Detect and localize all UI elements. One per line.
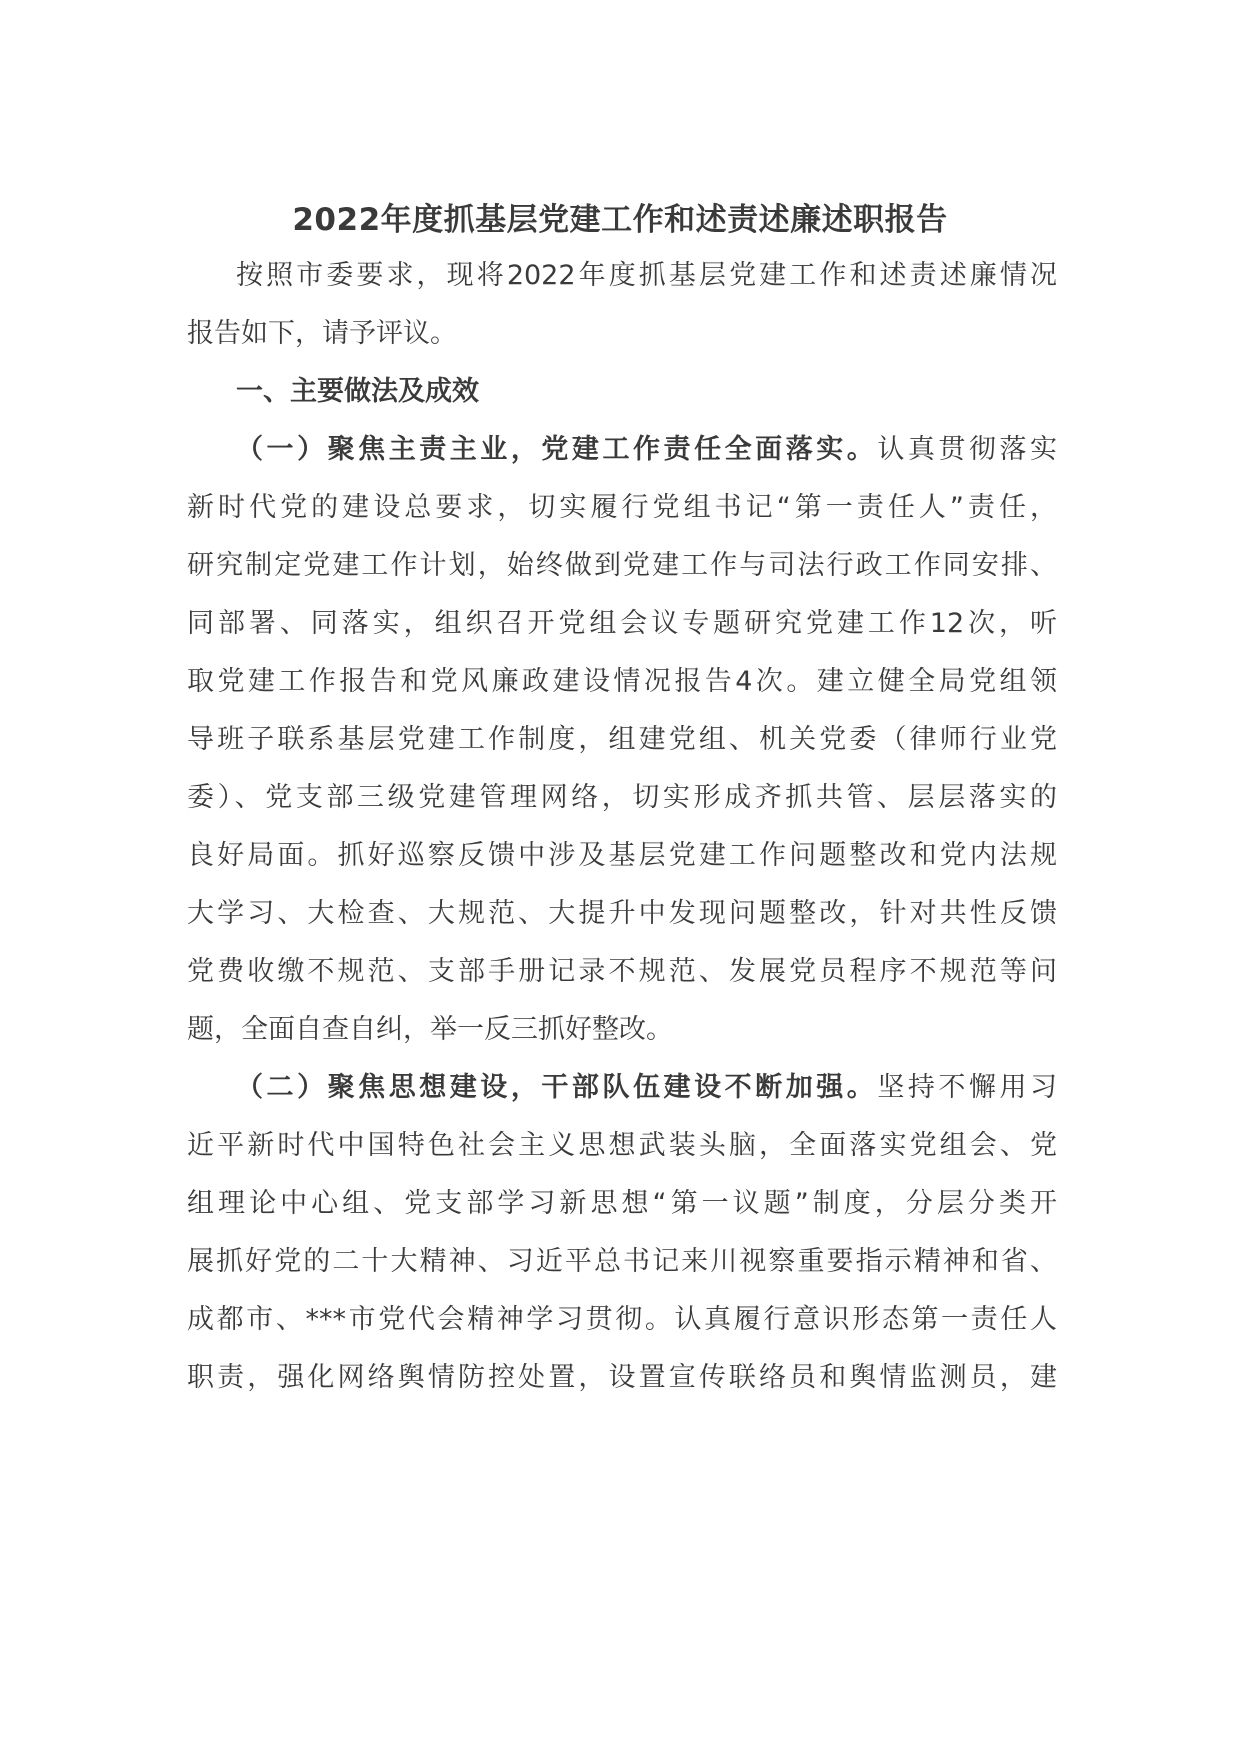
paragraph-line: 展抓好党的二十大精神、习近平总书记来川视察重要指示精神和省、 — [187, 1246, 1057, 1277]
paragraph-line: 研究制定党建工作计划，始终做到党建工作与司法行政工作同安排、 — [187, 550, 1057, 581]
intro-line-2: 报告如下，请予评议。 — [187, 318, 457, 349]
paragraph-line: 大学习、大检查、大规范、大提升中发现问题整改，针对共性反馈 — [187, 898, 1057, 929]
subsection-1-lead: （一）聚焦主责主业，党建工作责任全面落实。 — [236, 434, 878, 465]
paragraph-line: 党费收缴不规范、支部手册记录不规范、发展党员程序不规范等问 — [187, 956, 1057, 987]
intro-line-1: 按照市委要求，现将2022年度抓基层党建工作和述责述廉情况 — [236, 260, 1057, 291]
paragraph-line: 新时代党的建设总要求，切实履行党组书记“第一责任人”责任， — [187, 492, 1057, 523]
subsection-1-line-rest: 认真贯彻落实 — [877, 434, 1058, 465]
paragraph-line: 同部署、同落实，组织召开党组会议专题研究党建工作12次，听 — [187, 608, 1057, 639]
paragraph-line: 良好局面。抓好巡察反馈中涉及基层党建工作问题整改和党内法规 — [187, 840, 1057, 871]
paragraph-line: 取党建工作报告和党风廉政建设情况报告4次。建立健全局党组领 — [187, 666, 1057, 697]
paragraph-line: 成都市、***市党代会精神学习贯彻。认真履行意识形态第一责任人 — [187, 1304, 1057, 1335]
paragraph-line: 组理论中心组、党支部学习新思想“第一议题”制度，分层分类开 — [187, 1188, 1057, 1219]
paragraph-line: 近平新时代中国特色社会主义思想武装头脑，全面落实党组会、党 — [187, 1130, 1057, 1161]
document-title: 2022年度抓基层党建工作和述责述廉述职报告 — [292, 202, 948, 238]
paragraph-line: 委）、党支部三级党建管理网络，切实形成齐抓共管、层层落实的 — [187, 782, 1057, 813]
paragraph-line: 题，全面自查自纠，举一反三抓好整改。 — [187, 1014, 673, 1045]
paragraph-line: 导班子联系基层党建工作制度，组建党组、机关党委（律师行业党 — [187, 724, 1057, 755]
subsection-1-first-line — [236, 432, 1057, 468]
paragraph-line: 职责，强化网络舆情防控处置，设置宣传联络员和舆情监测员，建 — [187, 1362, 1057, 1393]
subsection-2-first-line — [236, 1070, 1057, 1106]
section-heading: 一、主要做法及成效 — [236, 376, 479, 407]
subsection-2-lead: （二）聚焦思想建设，干部队伍建设不断加强。 — [236, 1072, 878, 1103]
subsection-2-line-rest: 坚持不懈用习 — [877, 1072, 1058, 1103]
